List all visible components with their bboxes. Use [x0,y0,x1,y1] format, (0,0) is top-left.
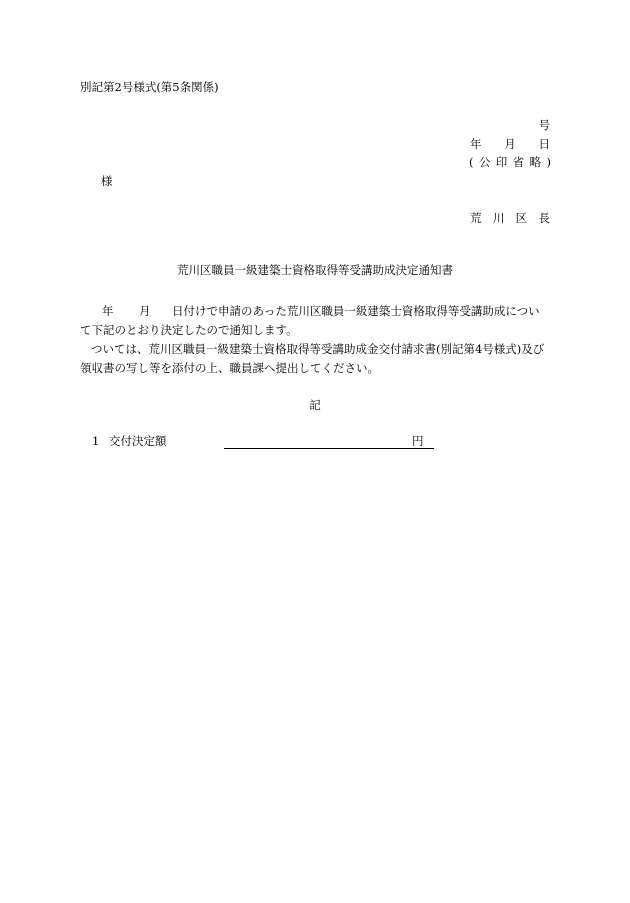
omit-char: 印 [495,155,508,169]
sender-char: 長 [538,211,550,225]
sender-char: 区 [515,211,528,225]
date-line [470,139,550,151]
body-year-label: 年 [102,304,114,318]
omit-char: 公 [478,155,491,169]
body-month-label: 月 [139,304,151,318]
date-day-label: 日 [538,137,550,151]
date-month-label: 月 [504,137,516,151]
omit-char: ) [546,155,551,169]
sender-name [470,213,550,225]
body-paragraph-2-line-1: ついては、荒川区職員一級建築士資格取得等受講助成金交付請求書(別記第4号様式)及び [91,342,545,356]
item-number: 1 [92,434,100,448]
seal-omitted-note [469,157,551,169]
body-paragraph-1-line-1 [102,306,540,318]
omit-char: 省 [512,155,525,169]
sender-char: 川 [492,211,505,225]
addressee-honorific: 様 [101,174,113,188]
body-paragraph-2-line-2: 領収書の写し等を添付の上、職員課へ提出してください。 [80,361,379,375]
omit-char: 略 [529,155,542,169]
body-p1-rest: 日付けで申請のあった荒川区職員一級建築士資格取得等受講助成につい [172,304,540,318]
sender-char: 荒 [470,211,482,225]
amount-unit: 円 [412,434,424,448]
body-paragraph-1-line-2: て下記のとおり決定したので通知します。 [80,323,298,337]
document-number-suffix: 号 [538,118,550,132]
form-reference: 別記第2号様式(第5条関係) [80,80,219,94]
date-year-label: 年 [470,137,482,151]
ki-heading: 記 [309,398,321,412]
omit-char: ( [469,155,474,169]
item-label: 交付決定額 [109,434,167,448]
document-title: 荒川区職員一級建築士資格取得等受講助成決定通知書 [177,263,453,277]
amount-underline [224,434,434,449]
